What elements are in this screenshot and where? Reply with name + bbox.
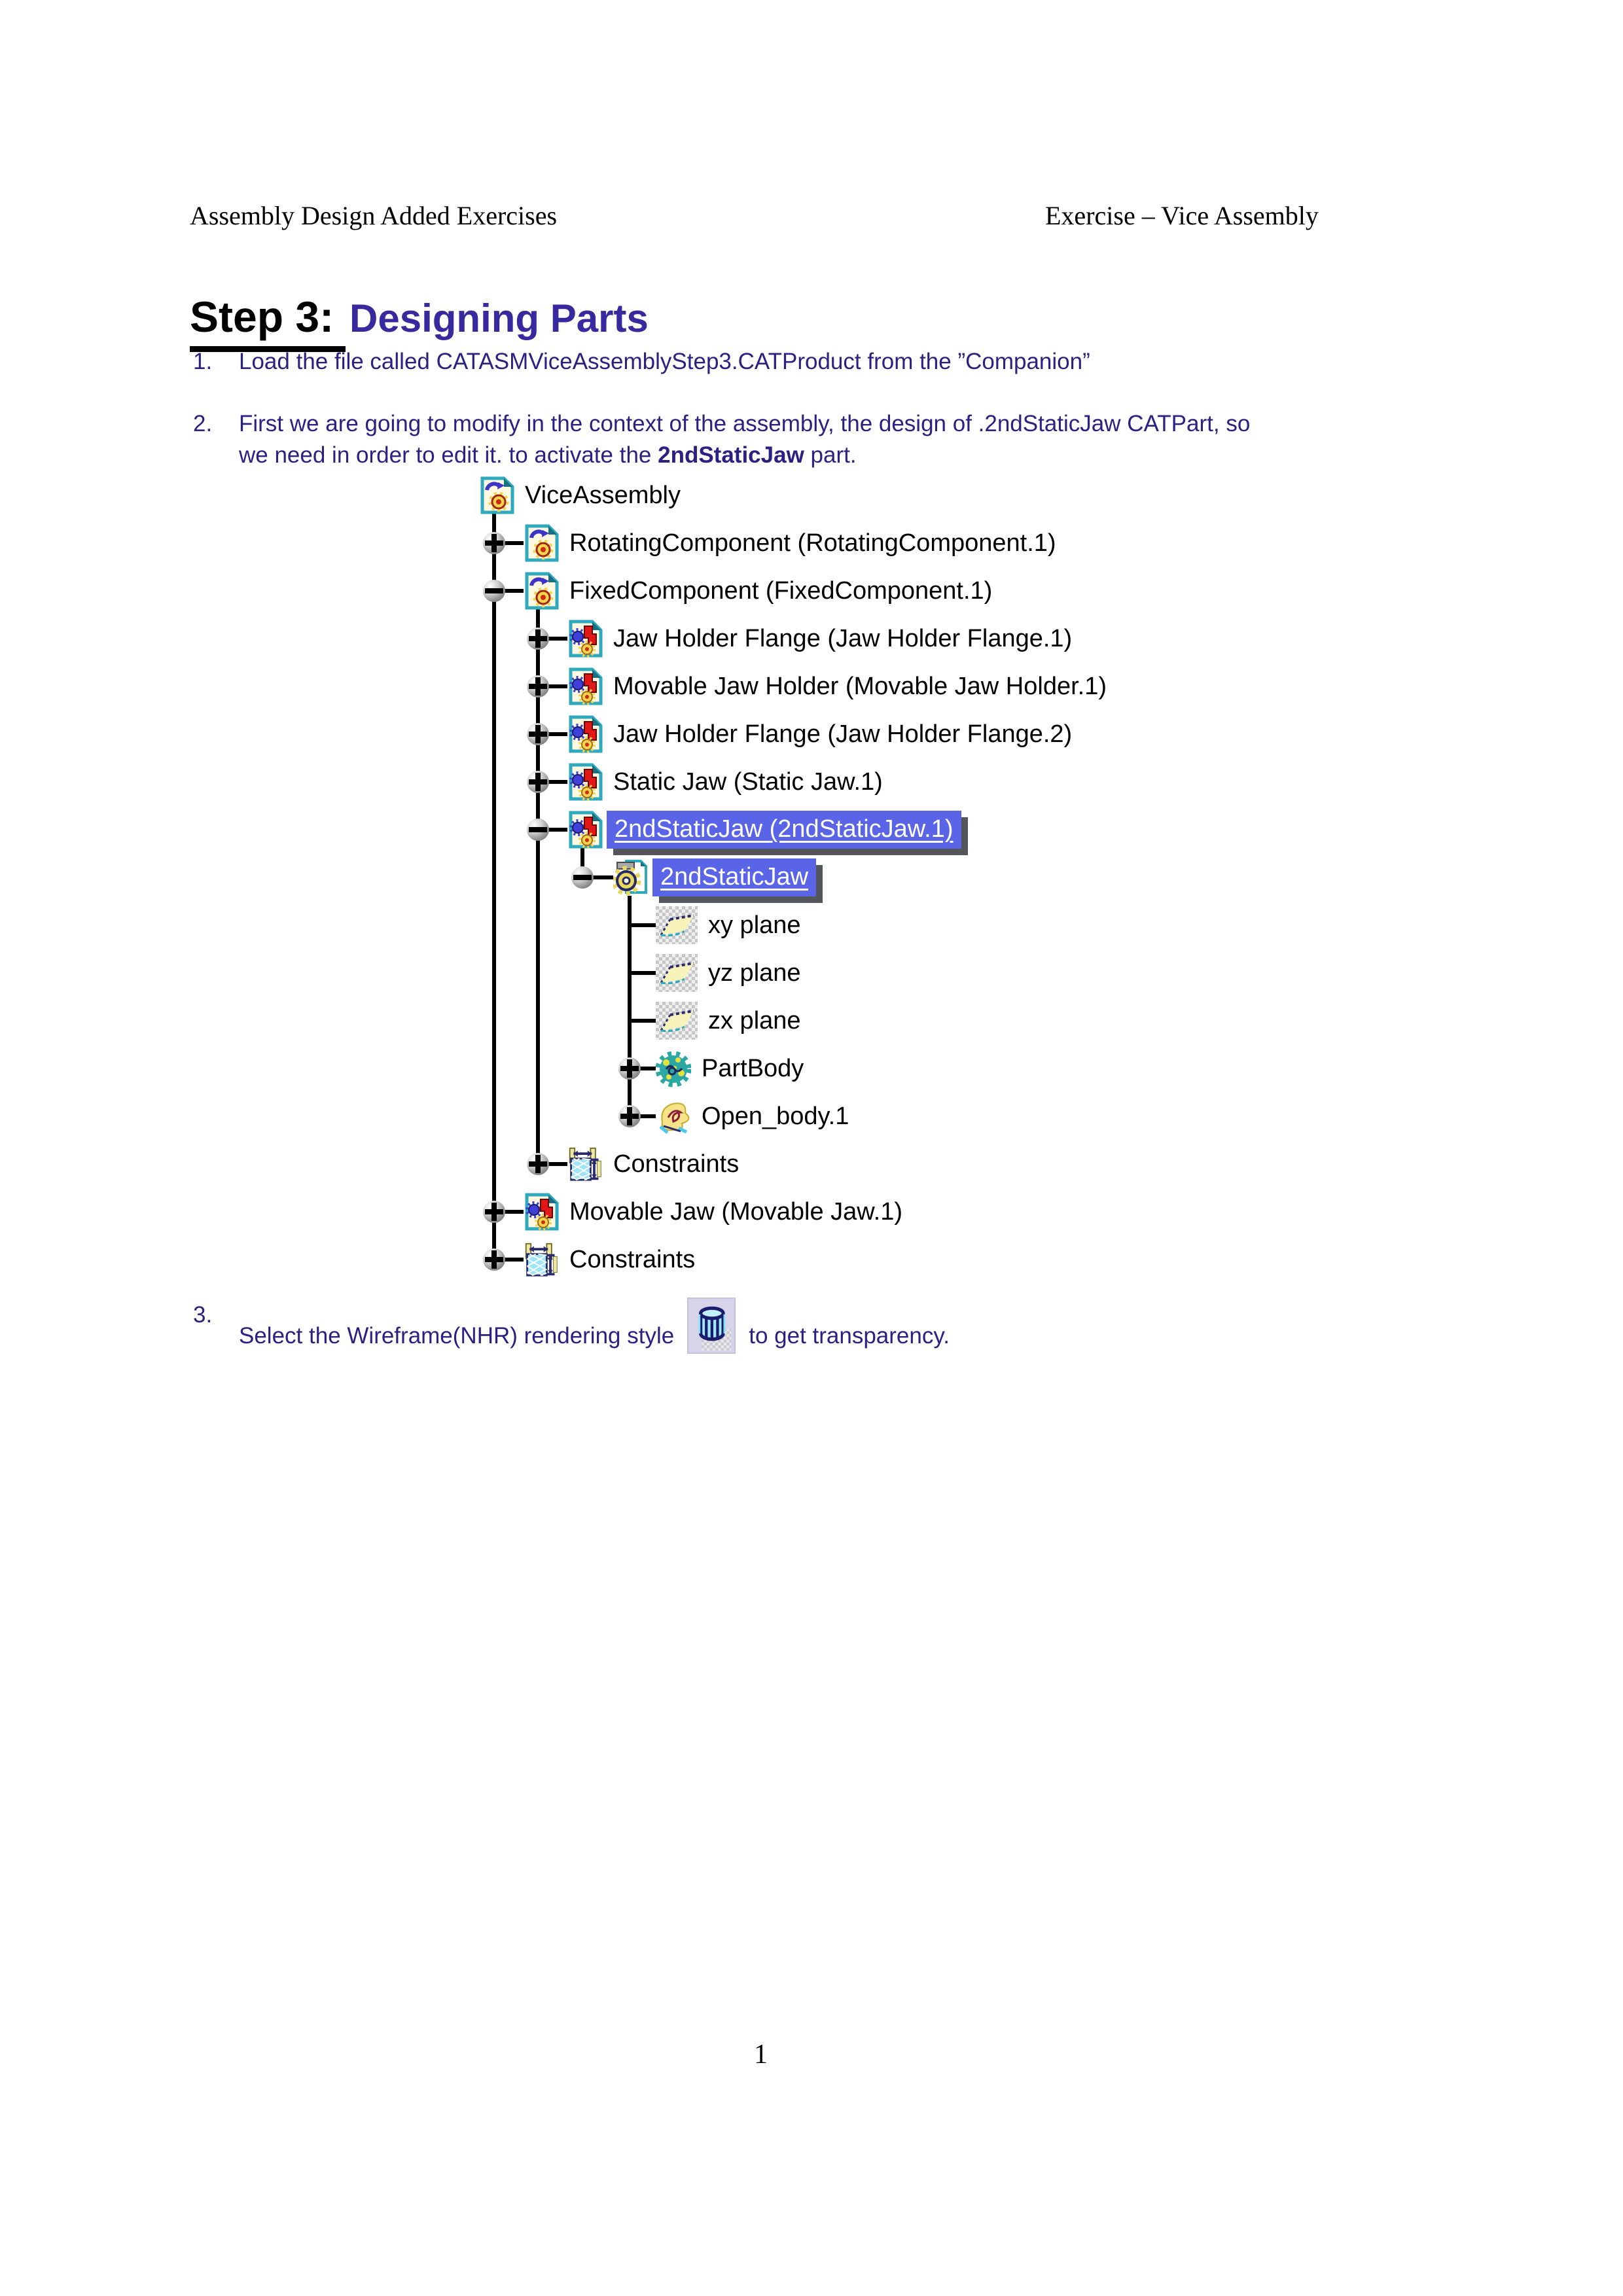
- list-number: 2.: [193, 411, 213, 436]
- tree-item-label: Open_body.1: [702, 1103, 849, 1130]
- tree-item-label: Constraints: [569, 1246, 696, 1273]
- tree-item-label: xy plane: [708, 911, 801, 939]
- tree-item-label: Movable Jaw Holder (Movable Jaw Holder.1): [613, 673, 1107, 700]
- expand-node-icon: [483, 1201, 505, 1223]
- tree-branch-line: [628, 896, 632, 1116]
- expand-node-icon: [527, 627, 549, 650]
- tree-item-label: PartBody: [702, 1055, 804, 1082]
- tree-item-label: 2ndStaticJaw (2ndStaticJaw.1): [607, 811, 961, 849]
- part-icon: [567, 620, 603, 658]
- tree-connector-line: [630, 971, 656, 975]
- expand-node-icon: [527, 771, 549, 793]
- step-text-bold: 2ndStaticJaw: [658, 442, 804, 468]
- tree-item-label: 2ndStaticJaw: [652, 858, 816, 896]
- part-icon: [567, 811, 603, 849]
- tree-item-label: Static Jaw (Static Jaw.1): [613, 768, 883, 796]
- page-title-step: Step 3:: [190, 292, 346, 352]
- part-icon: [567, 715, 603, 753]
- plane-icon: [656, 906, 698, 944]
- header-left: Assembly Design Added Exercises: [190, 201, 558, 230]
- product-icon: [524, 524, 559, 562]
- plane-icon: [656, 954, 698, 992]
- plane-icon: [656, 1002, 698, 1040]
- tree-item-label: zx plane: [708, 1007, 801, 1034]
- expand-node-icon: [618, 1105, 641, 1127]
- constraints-icon: [524, 1241, 559, 1279]
- step-item-1: [193, 346, 1417, 378]
- expand-node-icon: [527, 1153, 549, 1175]
- tree-connector-line: [630, 1019, 656, 1023]
- constraints-icon: [567, 1145, 603, 1183]
- tree-branch-line: [492, 514, 496, 1260]
- page-title-text: Designing Parts: [349, 296, 649, 340]
- tree-item-label: Jaw Holder Flange (Jaw Holder Flange.2): [613, 720, 1073, 748]
- step-text: [239, 408, 1417, 471]
- open-body-icon: [656, 1097, 691, 1135]
- expand-node-icon: [483, 1248, 505, 1271]
- step-text-line1: First we are going to modify in the context of the assembly, the design of .2ndStaticJaw CATPart, so: [239, 411, 1251, 436]
- tree-item-label: ViceAssembly: [525, 482, 681, 509]
- partbody-icon: [656, 1050, 691, 1087]
- step-text-post: to get transparency.: [749, 1323, 950, 1349]
- tree-item-label: Movable Jaw (Movable Jaw.1): [569, 1198, 902, 1226]
- collapse-node-icon: [571, 866, 594, 889]
- list-number: 1.: [193, 349, 213, 374]
- collapse-node-icon: [527, 819, 549, 841]
- step-text: Load the file called CATASMViceAssemblyStep3.CATProduct from the ”Companion”: [239, 349, 1090, 374]
- tree-item-label: FixedComponent (FixedComponent.1): [569, 577, 993, 605]
- part-icon: [524, 1193, 559, 1231]
- part-icon: [567, 667, 603, 705]
- list-number: 3.: [193, 1302, 213, 1328]
- tree-item-label: Constraints: [613, 1150, 740, 1178]
- part-icon: [567, 763, 603, 801]
- step-text-pre: Select the Wireframe(NHR) rendering style: [239, 1323, 675, 1349]
- step-text-line2-end: part.: [804, 442, 857, 468]
- tree-item-label: Jaw Holder Flange (Jaw Holder Flange.1): [613, 625, 1073, 652]
- step-text-line2: we need in order to edit it. to activate the: [239, 442, 658, 468]
- page-number: 1: [754, 2040, 768, 2070]
- part-doc-icon: [613, 858, 649, 896]
- tree-connector-line: [630, 923, 656, 927]
- expand-node-icon: [483, 532, 505, 554]
- product-icon: [479, 476, 514, 514]
- header-right: Exercise – Vice Assembly: [1045, 201, 1319, 230]
- page-title: [190, 292, 649, 352]
- tree-item-label: RotatingComponent (RotatingComponent.1): [569, 529, 1056, 557]
- catia-specification-tree: [452, 472, 1171, 1297]
- wireframe-nhr-icon: [687, 1296, 736, 1356]
- product-icon: [524, 572, 559, 610]
- collapse-node-icon: [483, 580, 505, 602]
- step-item-2: [193, 408, 1417, 471]
- expand-node-icon: [618, 1057, 641, 1080]
- step-text: [239, 1299, 1417, 1373]
- step-item-3: [193, 1299, 1417, 1373]
- tree-item-label: yz plane: [708, 959, 801, 987]
- expand-node-icon: [527, 723, 549, 745]
- expand-node-icon: [527, 675, 549, 698]
